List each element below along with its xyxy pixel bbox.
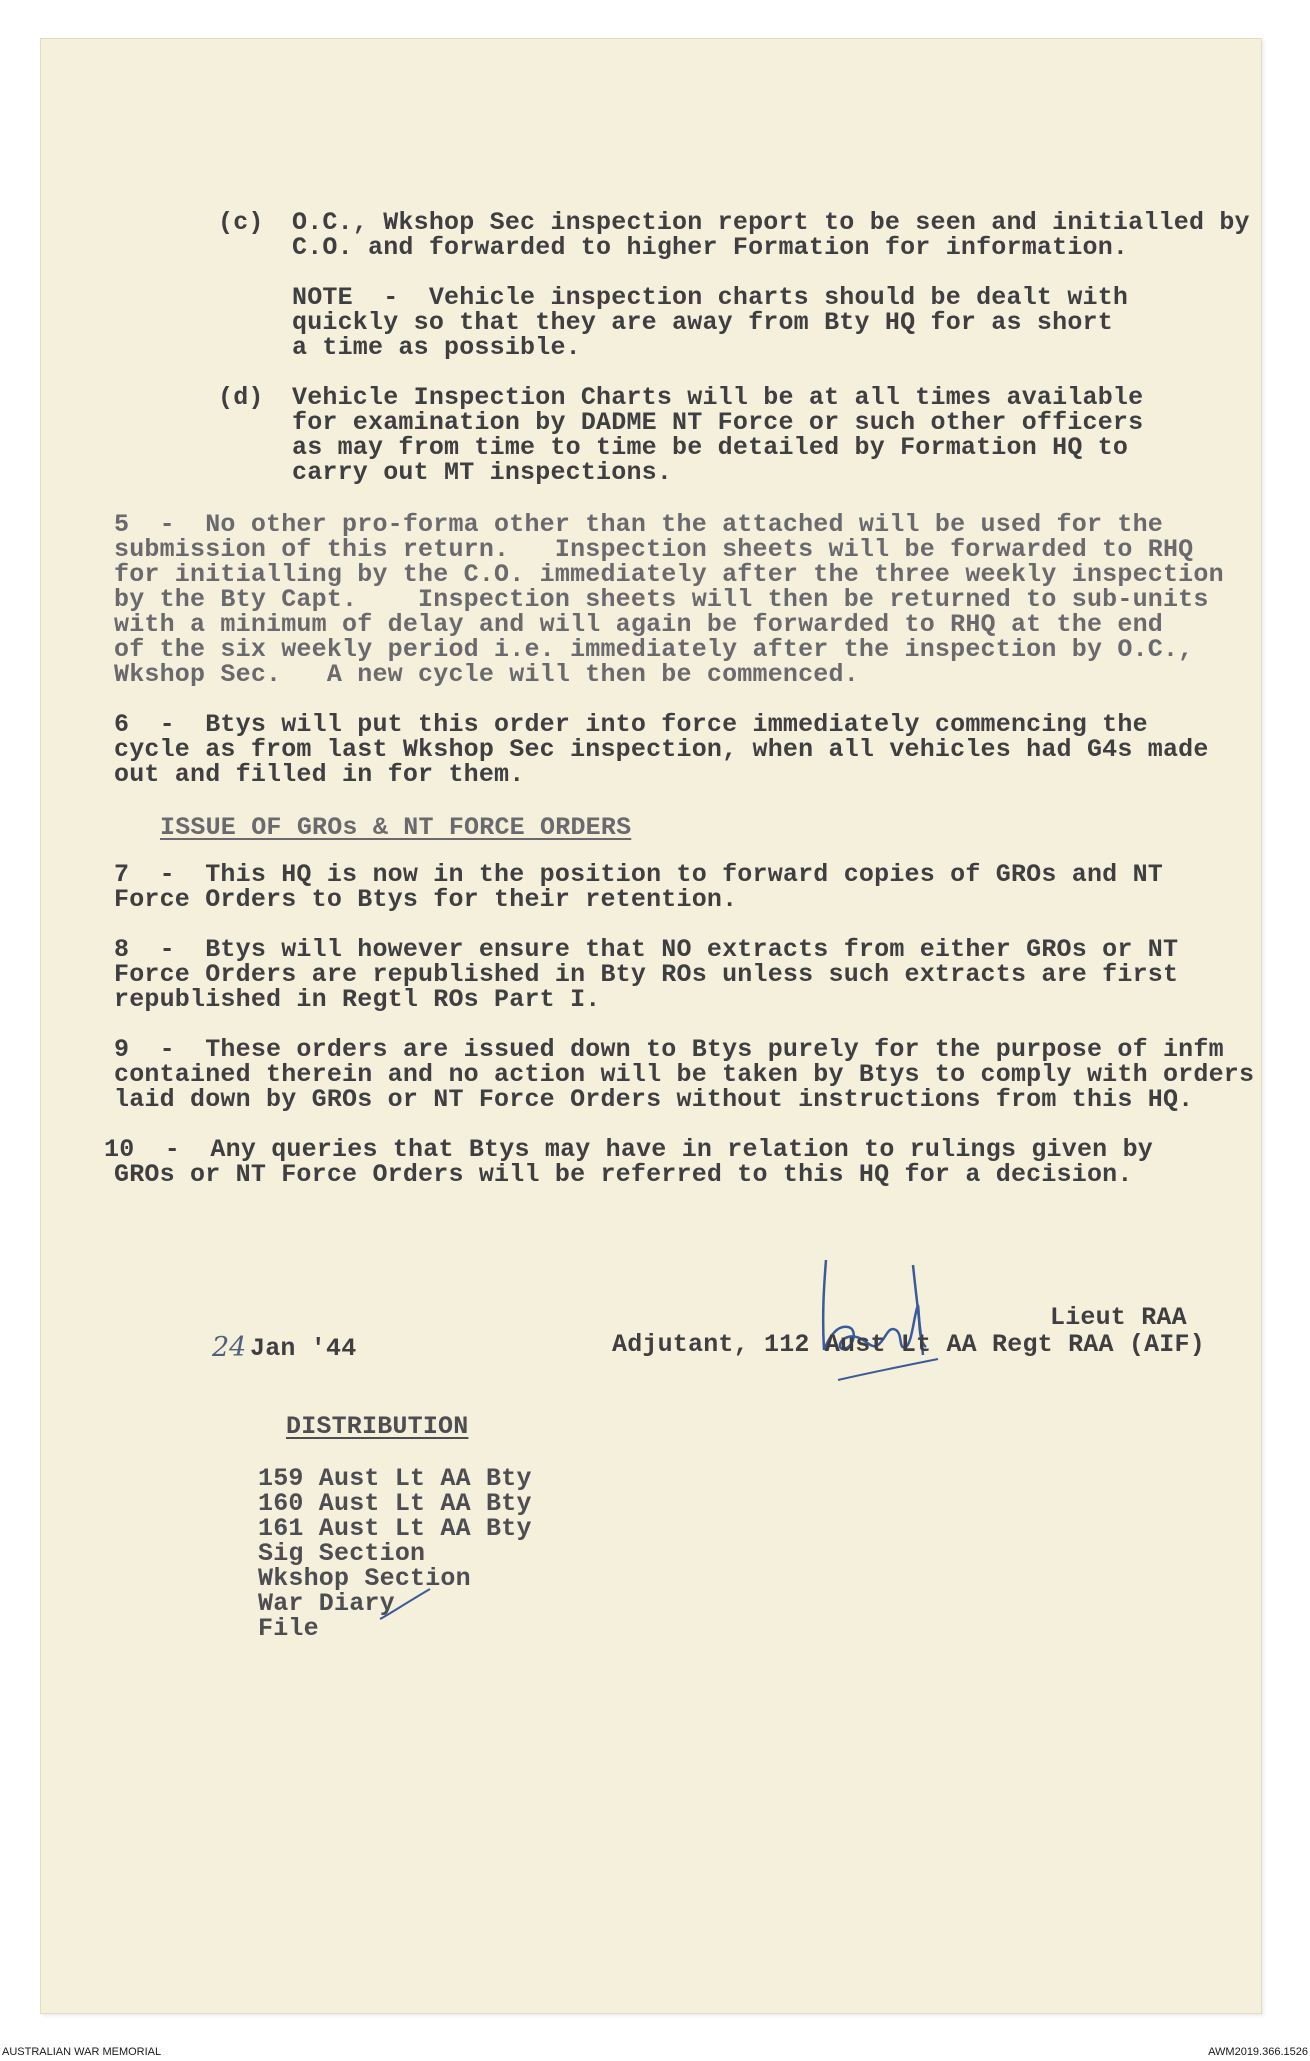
- tick-mark: [376, 1585, 436, 1625]
- date-month-year: Jan '44: [250, 1334, 357, 1363]
- para-d-marker: (d): [218, 383, 264, 412]
- para-10-line: 10 - Any queries that Btys may have in relation to rulings given by: [104, 1135, 1153, 1164]
- footer-left: AUSTRALIAN WAR MEMORIAL: [2, 2046, 162, 2058]
- distribution-item: 159 Aust Lt AA Bty: [258, 1464, 532, 1493]
- distribution-item: Sig Section: [258, 1539, 426, 1568]
- para-6-line: out and filled in for them.: [114, 760, 525, 789]
- para-c-line: O.C., Wkshop Sec inspection report to be seen and initialled by: [292, 208, 1250, 237]
- para-d-line: carry out MT inspections.: [292, 458, 673, 487]
- date-day: 24: [212, 1332, 247, 1363]
- para-5-line: submission of this return. Inspection sheets will be forwarded to RHQ: [114, 535, 1194, 564]
- para-5-line: for initialling by the C.O. immediately after the three weekly inspection: [114, 560, 1224, 589]
- distribution-item: Wkshop Section: [258, 1564, 471, 1593]
- section-heading: ISSUE OF GROs & NT FORCE ORDERS: [160, 813, 632, 842]
- para-8-line: 8 - Btys will however ensure that NO extracts from either GROs or NT: [114, 935, 1179, 964]
- para-7-line: 7 - This HQ is now in the position to forward copies of GROs and NT: [114, 860, 1163, 889]
- para-d-line: as may from time to time be detailed by Formation HQ to: [292, 433, 1129, 462]
- para-9-line: contained therein and no action will be taken by Btys to comply with orders: [114, 1060, 1255, 1089]
- para-10-line: GROs or NT Force Orders will be referred to this HQ for a decision.: [114, 1160, 1133, 1189]
- para-7-line: Force Orders to Btys for their retention.: [114, 885, 738, 914]
- signatory-appointment: Adjutant, 112 Aust Lt AA Regt RAA (AIF): [612, 1330, 1205, 1359]
- distribution-item: War Diary: [258, 1589, 395, 1618]
- para-8-line: republished in Regtl ROs Part I.: [114, 985, 601, 1014]
- para-5-line: by the Bty Capt. Inspection sheets will then be returned to sub-units: [114, 585, 1209, 614]
- para-6-line: cycle as from last Wkshop Sec inspection, when all vehicles had G4s made: [114, 735, 1209, 764]
- para-8-line: Force Orders are republished in Bty ROs unless such extracts are first: [114, 960, 1179, 989]
- para-5-line: with a minimum of delay and will again be forwarded to RHQ at the end: [114, 610, 1163, 639]
- note-line: quickly so that they are away from Bty HQ for as short: [292, 308, 1113, 337]
- distribution-item: 160 Aust Lt AA Bty: [258, 1489, 532, 1518]
- handwritten-signature: [808, 1255, 948, 1385]
- note-line: NOTE - Vehicle inspection charts should be dealt with: [292, 283, 1129, 312]
- distribution-item: File: [258, 1614, 319, 1643]
- para-9-line: laid down by GROs or NT Force Orders without instructions from this HQ.: [114, 1085, 1194, 1114]
- para-6-line: 6 - Btys will put this order into force immediately commencing the: [114, 710, 1148, 739]
- distribution-item: 161 Aust Lt AA Bty: [258, 1514, 532, 1543]
- para-5-line: Wkshop Sec. A new cycle will then be commenced.: [114, 660, 859, 689]
- para-9-line: 9 - These orders are issued down to Btys purely for the purpose of infm: [114, 1035, 1224, 1064]
- para-c-marker: (c): [218, 208, 264, 237]
- para-d-line: for examination by DADME NT Force or such other officers: [292, 408, 1144, 437]
- signatory-rank: Lieut RAA: [1050, 1303, 1187, 1332]
- para-c-line: C.O. and forwarded to higher Formation for information.: [292, 233, 1129, 262]
- footer-right: AWM2019.366.1526: [1208, 2046, 1308, 2058]
- para-d-line: Vehicle Inspection Charts will be at all times available: [292, 383, 1144, 412]
- para-5-line: of the six weekly period i.e. immediately after the inspection by O.C.,: [114, 635, 1194, 664]
- distribution-title: DISTRIBUTION: [286, 1412, 469, 1441]
- para-5-line: 5 - No other pro-forma other than the attached will be used for the: [114, 510, 1163, 539]
- note-line: a time as possible.: [292, 333, 581, 362]
